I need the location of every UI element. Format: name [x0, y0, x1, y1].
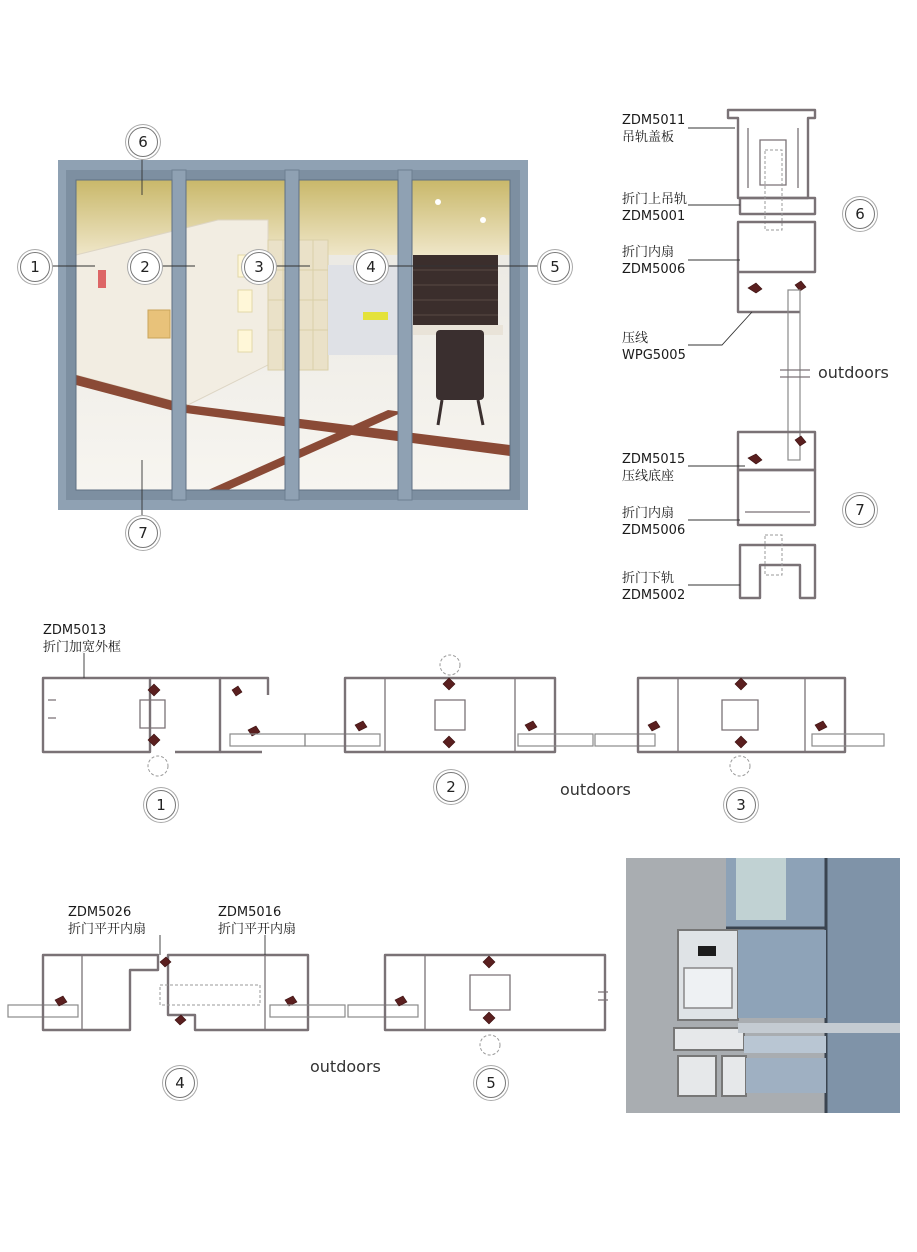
- callout-7-photo: 7: [128, 518, 158, 548]
- label-top-cover-name: 吊轨盖板: [622, 130, 675, 145]
- callout-5-photo: 5: [540, 252, 570, 282]
- label-sash-left-code: ZDM5026: [68, 905, 132, 920]
- label-inner-sash-bottom-code: ZDM5006: [622, 523, 686, 538]
- callout-1-section: 1: [146, 790, 176, 820]
- label-bead-base-code: ZDM5015: [622, 452, 686, 467]
- label-top-rail-name: 折门上吊轨: [622, 192, 688, 207]
- label-inner-sash-top-code: ZDM5006: [622, 262, 686, 277]
- callout-7-section: 7: [845, 495, 875, 525]
- label-inner-sash-top-name: 折门内扇: [622, 245, 675, 260]
- callout-4-photo: 4: [356, 252, 386, 282]
- label-wide-frame-code: ZDM5013: [43, 623, 107, 638]
- label-outdoors-section-a: outdoors: [560, 780, 631, 799]
- callout-6-photo: 6: [128, 127, 158, 157]
- label-outdoors-vertical: outdoors: [818, 363, 889, 382]
- label-top-cover-code: ZDM5011: [622, 113, 686, 128]
- callout-3-photo: 3: [244, 252, 274, 282]
- label-sash-right-name: 折门平开内扇: [218, 922, 297, 937]
- callout-4-section: 4: [165, 1068, 195, 1098]
- label-wide-frame-name: 折门加宽外框: [43, 640, 122, 655]
- callout-6-section: 6: [845, 199, 875, 229]
- label-bottom-rail-code: ZDM5002: [622, 588, 686, 603]
- label-sash-right-code: ZDM5016: [218, 905, 282, 920]
- label-top-rail-code: ZDM5001: [622, 209, 686, 224]
- label-bead-code: WPG5005: [622, 348, 686, 363]
- callout-1-photo: 1: [20, 252, 50, 282]
- label-bead-base-name: 压线底座: [622, 469, 675, 484]
- label-inner-sash-bottom-name: 折门内扇: [622, 506, 675, 521]
- label-bead-name: 压线: [622, 331, 649, 346]
- callout-2-photo: 2: [130, 252, 160, 282]
- profile-3d-photo: [626, 858, 900, 1113]
- callout-2-section: 2: [436, 772, 466, 802]
- label-outdoors-section-b: outdoors: [310, 1057, 381, 1076]
- label-bottom-rail-name: 折门下轨: [622, 571, 675, 586]
- label-sash-left-name: 折门平开内扇: [68, 922, 147, 937]
- callout-5-section: 5: [476, 1068, 506, 1098]
- callout-3-section: 3: [726, 790, 756, 820]
